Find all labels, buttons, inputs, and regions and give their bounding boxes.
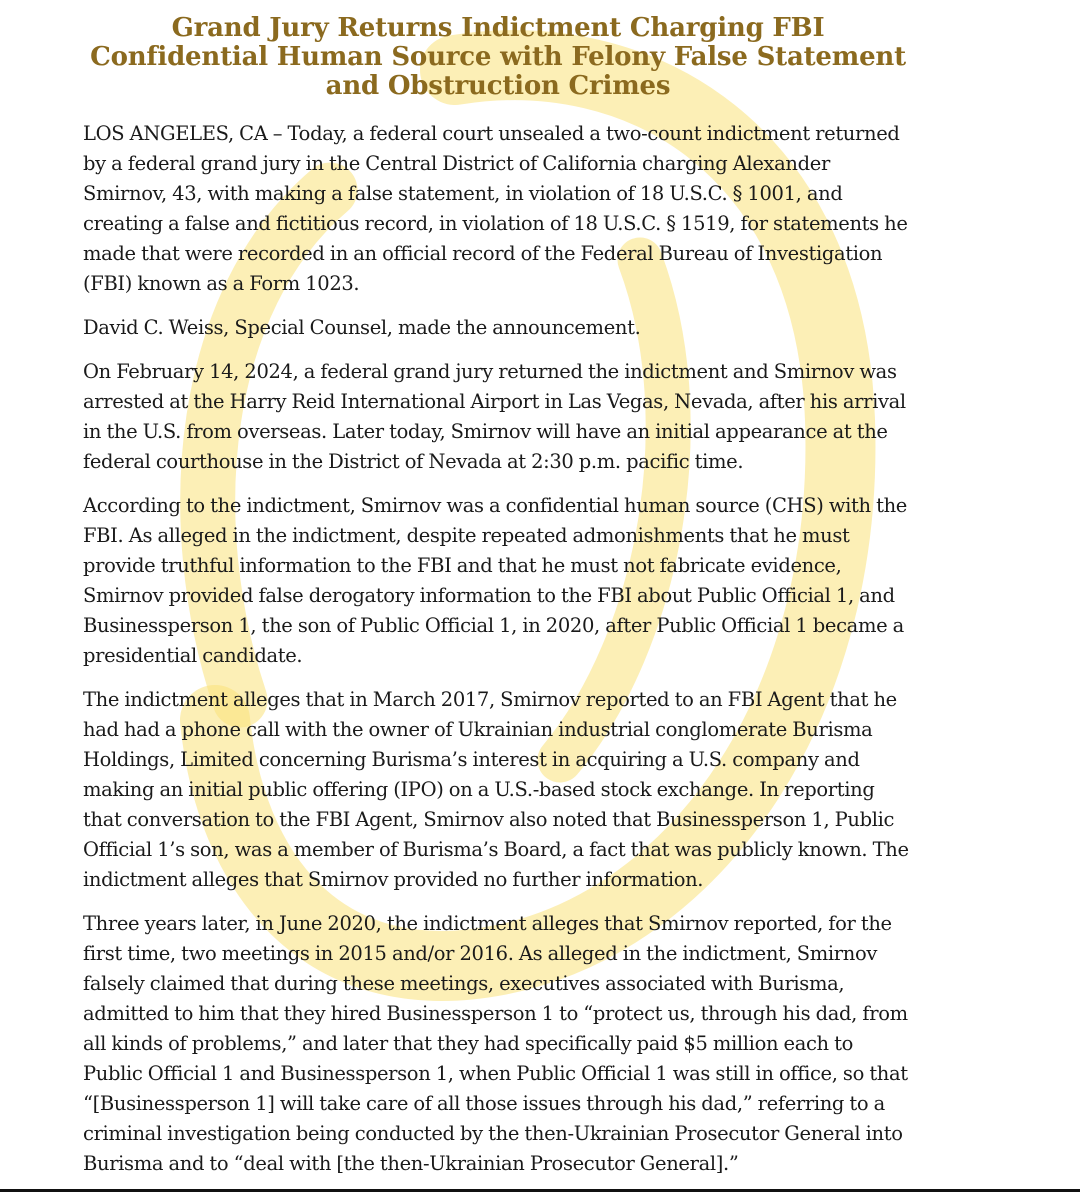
paragraph-6: Three years later, in June 2020, the indictment alleges that Smirnov reported, for the first time, two meetings in 2015 and/or 2016. As alleged in the indictment, Smirnov falsely claimed that during these meetings, executives associated with Burisma, admitted to him that they hired Businessperson 1 to “protect us, through his dad, from all kinds of problems,” and later that they had specifically paid $5 million each to Public Official 1 and Businessperson 1, when Public Official 1 was still in office, so that “[Businessperson 1] will take care of all those issues through his dad,” referring to a criminal investigation being conducted by the then-Ukrainian Prosecutor General into Burisma and to “deal with [the then-Ukrainian Prosecutor General].”: [83, 912, 908, 1175]
paragraph-3: On February 14, 2024, a federal grand jury returned the indictment and Smirnov was arrested at the Harry Reid International Airport in Las Vegas, Nevada, after his arrival in the U.S. from overseas. Later today, Smirnov will have an initial appearance at the federal courthouse in the District of Nevada at 2:30 p.m. pacific time.: [83, 360, 906, 473]
paragraph-5: The indictment alleges that in March 2017, Smirnov reported to an FBI Agent that he had had a phone call with the owner of Ukrainian industrial conglomerate Burisma Holdings, Limited concerning Burisma’s interest in acquiring a U.S. company and making an initial public offering (IPO) on a U.S.-based stock exchange. In reporting that conversation to the FBI Agent, Smirnov also noted that Businessperson 1, Public Official 1’s son, was a member of Burisma’s Board, a fact that was publicly known. The indictment alleges that Smirnov provided no further information.: [83, 688, 909, 891]
paragraph-4: According to the indictment, Smirnov was a confidential human source (CHS) with the FBI. As alleged in the indictment, despite repeated admonishments that he must provide truthful information to the FBI and that he must not fabricate evidence, Smirnov provided false derogatory information to the FBI about Public Official 1, and Businessperson 1, the son of Public Official 1, in 2020, after Public Official 1 became a presidential candidate.: [83, 494, 907, 667]
paragraph-2: David C. Weiss, Special Counsel, made the announcement.: [83, 316, 641, 339]
paragraph-1: LOS ANGELES, CA – Today, a federal court unsealed a two-count indictment returned by a federal grand jury in the Central District of California charging Alexander Smirnov, 43, with making a false statement, in violation of 18 U.S.C. § 1001, and creating a false and fictitious record, in violation of 18 U.S.C. § 1519, for statements he made that were recorded in an official record of the Federal Bureau of Investigation (FBI) known as a Form 1023.: [83, 122, 908, 295]
document-title: Grand Jury Returns Indictment Charging FBI Confidential Human Source with Felony False Statement and Obstruction Crimes: [90, 13, 906, 101]
document-body: [83, 14, 913, 1193]
